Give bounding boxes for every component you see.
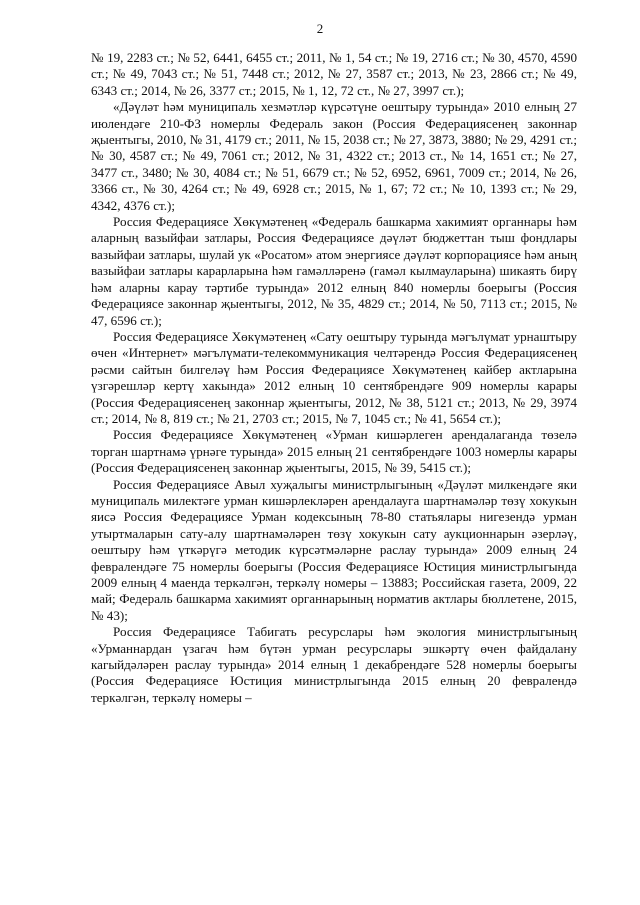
page-number: 2 bbox=[316, 21, 324, 36]
document-body bbox=[91, 50, 577, 706]
paragraph-natural-resources-ministry-order-528: Россия Федерациясе Табигать ресурслары һәм экология министрлыгының «Урманнардан үзагач һәм бүтән урман ресурслары эшкәртү өчен файдалану кагыйдәләрен раслау турында» 2014 елның 1 декабрендәге 528 номерлы боерыгы (Россия Федерациясе Юстиция министрлыгында 2015 елның 20 февралендә теркәлгән, теркәлү номеры – bbox=[91, 624, 577, 705]
paragraph-agriculture-ministry-order-75: Россия Федерациясе Авыл хуҗалыгы министрлыгының «Дәүләт милкендәге яки муниципаль милектәге урман кишәрлекләрен арендалауга шартнамәләр төзү хокукын яисә Россия Федерациясе Урман кодексының 78-80 статьялары нигезендә урман утыртмаларын сату-алу шартнамәләрен төзү хокукын сату аукционнарын әзерләү, оештыру һәм үткәрүгә методик күрсәтмәләрне раслау турында» 2009 елның 24 февралендәге 75 номерлы боерыгы (Россия Федерациясе Юстиция министрлыгында 2009 елның 4 маенда теркәлгән, теркәлү номеры – 13883; Российская газета, 2009, 22 май; Федераль башкарма хакимият органнарының норматив актлары бюллетене, 2015, № 43); bbox=[91, 476, 577, 623]
paragraph-citation-continuation: № 19, 2283 ст.; № 52, 6441, 6455 ст.; 2011, № 1, 54 ст.; № 19, 2716 ст.; № 30, 4570, 4590 ст.; № 49, 7043 ст.; № 51, 7448 ст.; 2012, № 27, 3587 ст.; 2013, № 23, 2866 ст.; № 49, 6343 ст.; 2014, № 26, 3377 ст.; 2015, № 1, 12, 72 ст., № 27, 3997 ст.); bbox=[91, 50, 577, 98]
paragraph-government-decree-909: Россия Федерациясе Хөкүмәтенең «Сату оештыру турында мәгълүмат урнаштыру өчен «Интернет» мәгълүмати-телекоммуникация челтәрендә Россия Федерациясенең рәсми сайтын билгеләү һәм Россия Федерациясе Хөкүмәтенең кайбер актларына үзгәрешләр кертү хакында» 2012 елның 10 сентябрендәге 909 номерлы карары (Россия Федерациясенең законнар җыентыгы, 2012, № 38, 5121 ст.; 2013, № 29, 3974 ст.; 2014, № 8, 819 ст.; № 21, 2703 ст.; 2015, № 7, 1045 ст.; № 41, 5654 ст.); bbox=[91, 328, 577, 426]
paragraph-government-decree-1003: Россия Федерациясе Хөкүмәтенең «Урман кишәрлеген арендалаганда төзелә торган шартнамә үрнәге турында» 2015 елның 21 сентябрендәге 1003 номерлы карары (Россия Федерациясенең законнар җыентыгы, 2015, № 39, 5415 ст.); bbox=[91, 427, 577, 476]
paragraph-federal-law-210: «Дәүләт һәм муниципаль хезмәтләр күрсәтүне оештыру турында» 2010 елның 27 июлендәге 210-ФЗ номерлы Федераль закон (Россия Федерациясенең законнар җыентыгы, 2010, № 31, 4179 ст.; 2011, № 15, 2038 ст.; № 27, 3873, 3880; № 29, 4291 ст.; № 30, 4587 ст.; № 49, 7061 ст.; 2012, № 31, 4322 ст.; 2013 ст., № 14, 1651 ст.; № 27, 3477 ст., 3480; № 30, 4084 ст.; № 51, 6679 ст.; № 52, 6952, 6961, 7009 ст.; 2014, № 26, 3366 ст., № 30, 4264 ст.; № 49, 6928 ст.; 2015, № 1, 67; 72 ст.; № 10, 1393 ст.; № 29, 4342, 4376 ст.); bbox=[91, 99, 577, 213]
paragraph-government-order-840: Россия Федерациясе Хөкүмәтенең «Федераль башкарма хакимият органнары һәм аларның вазыйфаи затлары, Россия Федерациясе дәүләт бюджеттан тыш фондлары вазыйфаи затлары, шулай ук «Росатом» атом энергиясе дәүләт корпорациясе һәм аның вазыйфаи затлары карарларына һәм гамәлләренә (гамәл кылмауларына) шикаять бирү һәм аларны карау тәртибе турында» 2012 елның 840 номерлы боерыгы (Россия Федерациясе законнар җыентыгы, 2012, № 35, 4829 ст.; 2014, № 50, 7113 ст.; 2015, № 47, 6596 ст.); bbox=[91, 214, 577, 328]
